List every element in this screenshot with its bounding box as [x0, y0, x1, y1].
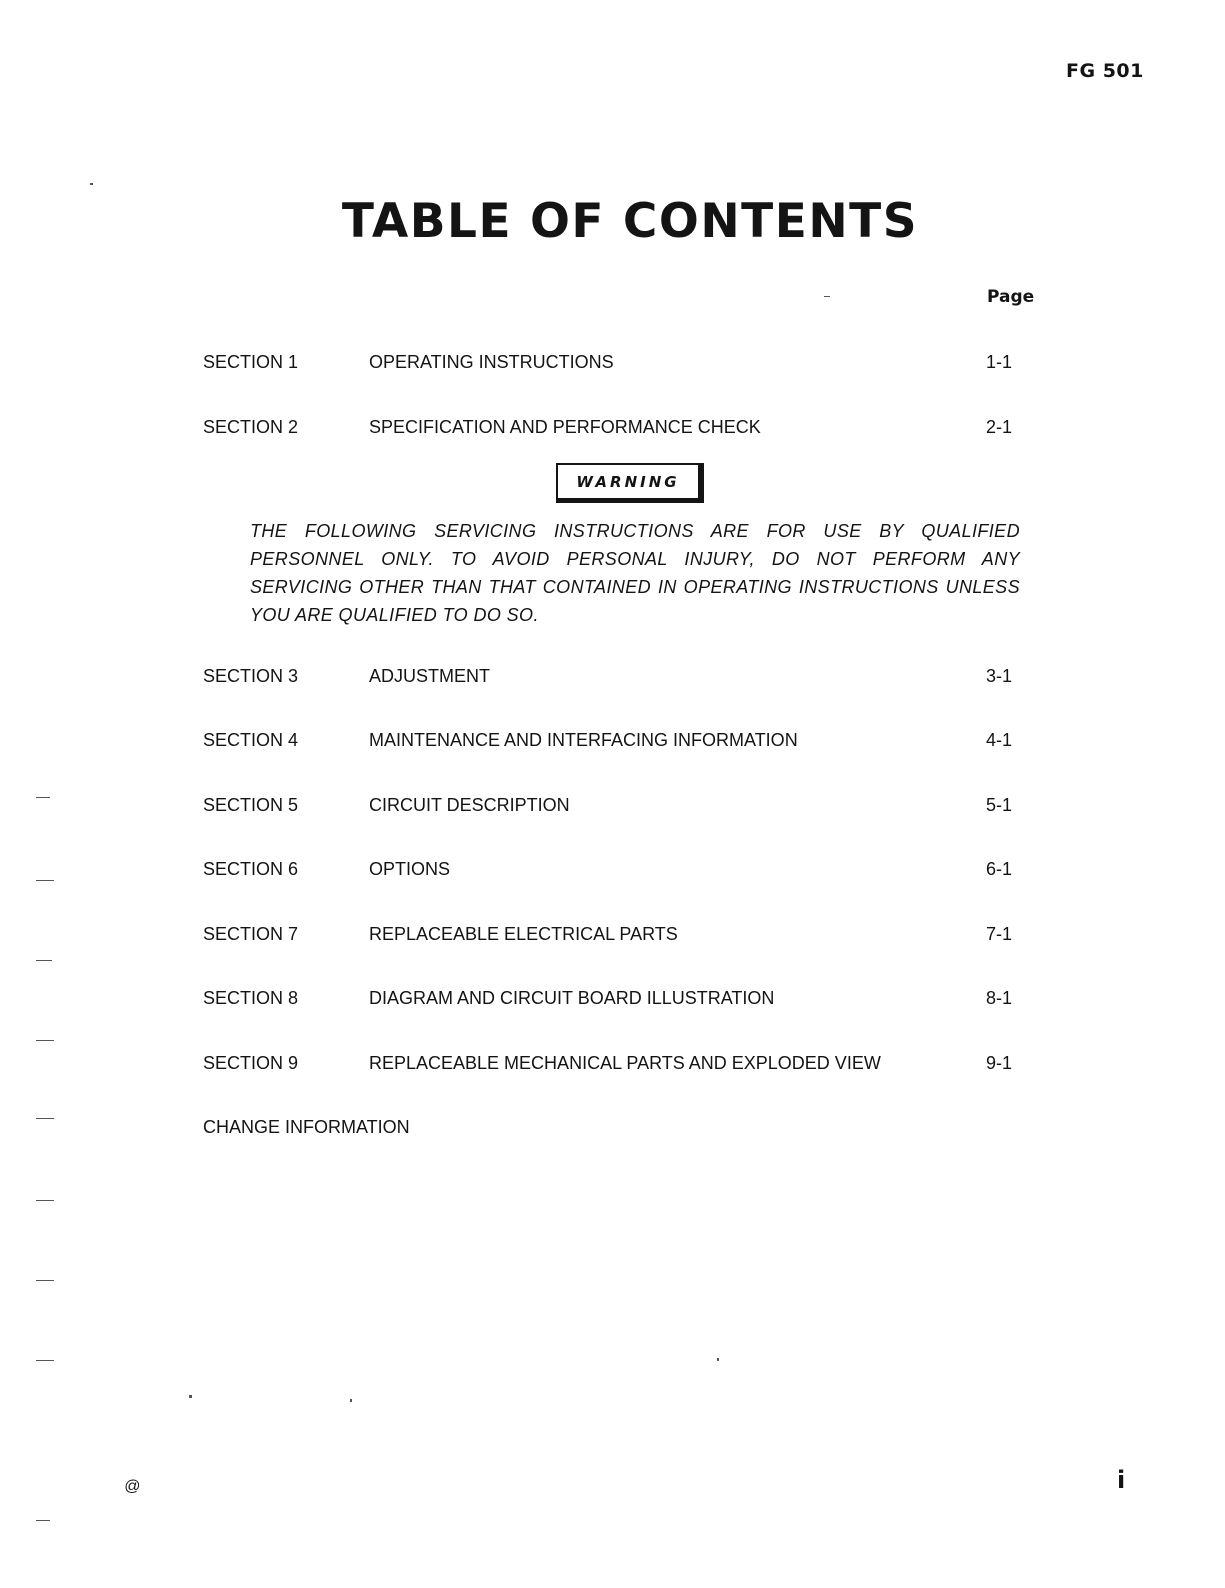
section-page: 8-1 [986, 988, 1013, 1008]
document-code: FG 501 [1066, 60, 1144, 82]
section-page: 2-1 [986, 417, 1013, 437]
page-column-label: Page [987, 287, 1035, 307]
section-page: 9-1 [986, 1053, 1013, 1073]
toc-row-section-1[interactable] [0, 349, 1225, 375]
toc-row-section-3[interactable] [0, 663, 1225, 689]
toc-row-section-8[interactable] [0, 985, 1225, 1011]
section-title: OPTIONS [369, 859, 451, 879]
change-information-entry[interactable]: CHANGE INFORMATION [203, 1117, 410, 1137]
section-number: SECTION 9 [203, 1053, 299, 1073]
section-title: REPLACEABLE MECHANICAL PARTS AND EXPLODED VIEW [369, 1053, 881, 1073]
footer-mark: @ [124, 1478, 141, 1495]
warning-box [556, 463, 704, 503]
section-number: SECTION 1 [203, 352, 299, 372]
section-title: CIRCUIT DESCRIPTION [369, 795, 570, 815]
section-number: SECTION 5 [203, 795, 299, 815]
toc-row-section-7[interactable] [0, 921, 1225, 947]
toc-row-section-5[interactable] [0, 792, 1225, 818]
section-title: DIAGRAM AND CIRCUIT BOARD ILLUSTRATION [369, 988, 775, 1008]
section-number: SECTION 6 [203, 859, 299, 879]
warning-text: THE FOLLOWING SERVICING INSTRUCTIONS ARE FOR USE BY QUALIFIED PERSONNEL ONLY. TO AVOID PERSONAL INJURY, DO NOT PERFORM ANY SERVICING OTHER THAN THAT CONTAINED IN OPERATING INSTRUCTIONS UNLESS YOU ARE QUALIFIED TO DO SO. [250, 521, 1020, 625]
section-title: REPLACEABLE ELECTRICAL PARTS [369, 924, 678, 944]
section-page: 4-1 [986, 730, 1013, 750]
section-title: ADJUSTMENT [369, 666, 490, 686]
section-page: 3-1 [986, 666, 1013, 686]
toc-row-section-2[interactable] [0, 414, 1225, 440]
section-title: SPECIFICATION AND PERFORMANCE CHECK [369, 417, 761, 437]
page-title: TABLE OF CONTENTS [341, 194, 919, 249]
section-page: 5-1 [986, 795, 1013, 815]
section-number: SECTION 4 [203, 730, 299, 750]
section-page: 7-1 [986, 924, 1013, 944]
page-number: i [1117, 1466, 1126, 1494]
section-number: SECTION 2 [203, 417, 299, 437]
warning-label: WARNING [576, 473, 680, 491]
section-title: OPERATING INSTRUCTIONS [369, 352, 614, 372]
section-title: MAINTENANCE AND INTERFACING INFORMATION [369, 730, 798, 750]
section-page: 6-1 [986, 859, 1013, 879]
section-number: SECTION 7 [203, 924, 299, 944]
toc-row-section-4[interactable] [0, 727, 1225, 753]
toc-row-section-6[interactable] [0, 856, 1225, 882]
section-page: 1-1 [986, 352, 1013, 372]
section-number: SECTION 8 [203, 988, 299, 1008]
toc-row-section-9[interactable] [0, 1050, 1225, 1076]
section-number: SECTION 3 [203, 666, 299, 686]
